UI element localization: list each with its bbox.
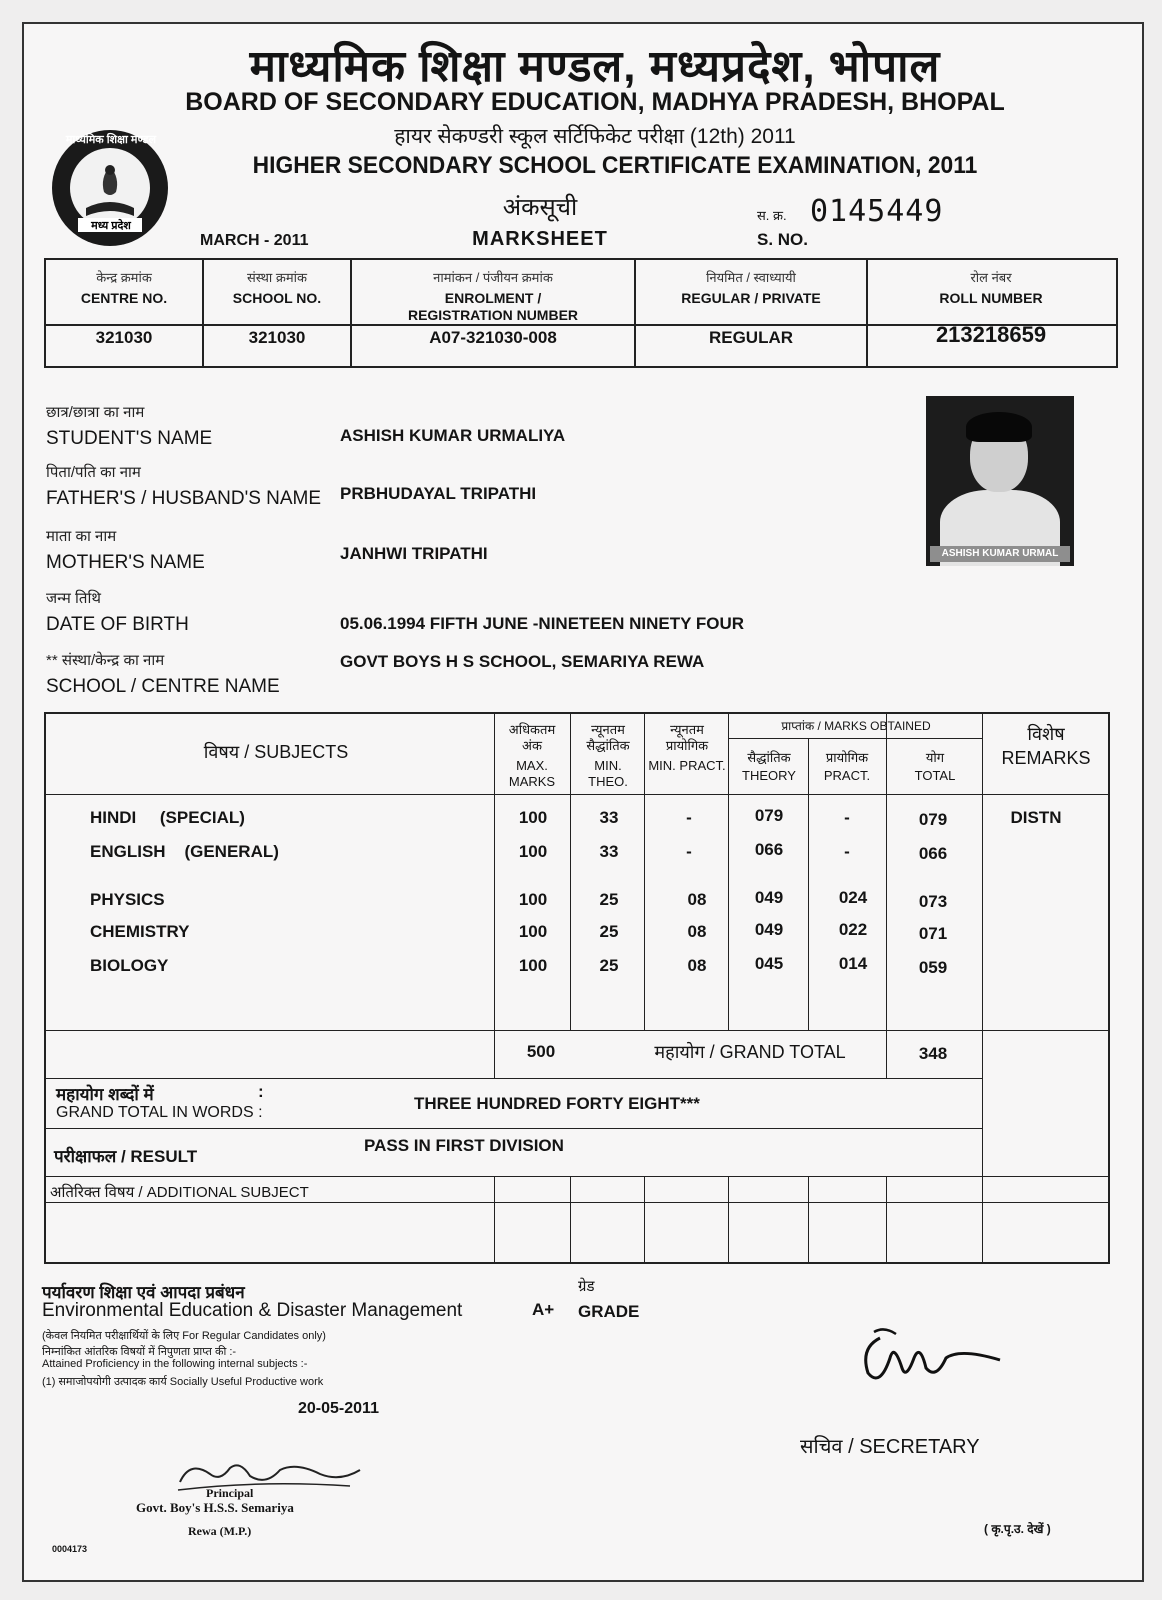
min-theory: 33: [599, 808, 619, 827]
col-line: [982, 714, 983, 1176]
subject-name: CHEMISTRY: [90, 922, 190, 941]
min-theory: 25: [599, 956, 619, 975]
exam-title-english: HIGHER SECONDARY SCHOOL CERTIFICATE EXAMINATION, 2011: [252, 152, 978, 179]
col-line: [644, 714, 645, 1030]
max-marks: 100: [518, 956, 548, 975]
max-marks: 100: [518, 808, 548, 827]
marks-table: [44, 712, 1110, 1264]
total-marks: 059: [918, 958, 948, 977]
min-theory-header-hindi: न्यूनतम सैद्धांतिक: [586, 722, 630, 753]
pract-marks: 014: [838, 954, 868, 973]
board-title-hindi: माध्यमिक शिक्षा मण्डल, मध्यप्रदेश, भोपाल: [249, 42, 941, 91]
remarks-header: REMARKS: [1001, 748, 1091, 768]
principal-signature: [170, 1452, 370, 1498]
theory-header-hindi: सैद्धांतिक: [747, 750, 791, 765]
col-line: [644, 1176, 645, 1262]
centre-no-label-hindi: केन्द्र क्रमांक: [96, 270, 152, 285]
result-label: परीक्षाफल / RESULT: [54, 1147, 198, 1166]
additional-subject-label: अतिरिक्त विषय / ADDITIONAL SUBJECT: [50, 1184, 309, 1201]
marksheet-title: MARKSHEET: [472, 228, 608, 250]
remarks-header-hindi: विशेष: [1027, 724, 1065, 744]
row-line: [46, 1030, 1108, 1031]
mother-name: JANHWI TRIPATHI: [340, 544, 488, 563]
regular-candidates-note: (केवल नियमित परीक्षार्थियों के लिए For Regular Candidates only): [42, 1330, 326, 1342]
total-header: TOTAL: [914, 768, 956, 783]
grade-value: A+: [532, 1300, 555, 1319]
issue-date: 20-05-2011: [298, 1400, 379, 1417]
subject-name: ENGLISH (GENERAL): [90, 842, 279, 861]
roll-number-cell: [868, 260, 1114, 366]
enrolment-label-hindi: नामांकन / पंजीयन क्रमांक: [433, 270, 553, 285]
date-of-birth: 05.06.1994 FIFTH JUNE -NINETEEN NINETY FOUR: [340, 614, 745, 633]
subject-name: BIOLOGY: [90, 956, 169, 975]
subject-name: PHYSICS: [90, 890, 165, 909]
col-line: [886, 1176, 887, 1262]
theory-marks: 079: [754, 806, 784, 825]
centre-no-cell: [46, 260, 204, 366]
env-education-label: Environmental Education & Disaster Management: [42, 1300, 463, 1321]
exam-title-hindi: हायर सेकण्डरी स्कूल सर्टिफिकेट परीक्षा (12th) 2011: [394, 125, 796, 148]
student-name-label-hindi: छात्र/छात्रा का नाम: [46, 404, 145, 421]
supw-subject: (1) समाजोपयोगी उत्पादक कार्य Socially Useful Productive work: [42, 1376, 324, 1388]
row-line: [46, 1202, 1108, 1203]
words-colon: :: [258, 1082, 264, 1101]
logo-bottom-text: मध्य प्रदेश: [91, 220, 131, 232]
roll-number-value: 213218659: [935, 322, 1047, 347]
grade-label-hindi: ग्रेड: [578, 1278, 595, 1295]
col-line: [494, 714, 495, 1078]
total-marks: 073: [918, 892, 948, 911]
father-name-label: FATHER'S / HUSBAND'S NAME: [46, 488, 322, 509]
min-theory-header: MIN. THEO.: [588, 758, 628, 789]
candidate-info-table: [44, 258, 1118, 368]
row-line: [46, 794, 1108, 795]
enrolment-value: A07-321030-008: [429, 328, 557, 347]
total-header-hindi: योग: [925, 750, 945, 765]
min-pract: 08: [687, 956, 707, 975]
print-serial: 0004173: [52, 1544, 88, 1554]
min-pract-header: MIN. PRACT.: [648, 758, 726, 773]
board-title-english: BOARD OF SECONDARY EDUCATION, MADHYA PRADESH, BHOPAL: [185, 88, 1005, 116]
roll-number-label-hindi: रोल नंबर: [970, 270, 1012, 285]
pract-marks: 022: [838, 920, 868, 939]
school-no-label-hindi: संस्था क्रमांक: [247, 270, 307, 285]
enrolment-cell: [352, 260, 636, 366]
proficiency-note: Attained Proficiency in the following internal subjects :-: [42, 1358, 308, 1370]
school-name: GOVT BOYS H S SCHOOL, SEMARIYA REWA: [340, 652, 705, 671]
theory-header: THEORY: [742, 768, 796, 783]
max-marks: 100: [518, 842, 548, 861]
serial-number: 0145449: [810, 194, 944, 229]
pract-marks: -: [844, 808, 850, 827]
session-label: MARCH - 2011: [200, 232, 309, 249]
min-pract: -: [686, 842, 692, 861]
pract-marks: 024: [838, 888, 868, 907]
mother-name-label: MOTHER'S NAME: [46, 552, 205, 573]
principal-stamp-place: Rewa (M.P.): [188, 1524, 252, 1538]
please-turn-over: ( कृ.पृ.उ. देखें ): [984, 1522, 1051, 1536]
photo-caption: ASHISH KUMAR URMAL: [930, 546, 1070, 562]
dob-label: DATE OF BIRTH: [46, 614, 189, 635]
theory-marks: 045: [754, 954, 784, 973]
row-line: [46, 1078, 982, 1079]
col-line: [728, 714, 729, 1030]
col-line: [570, 714, 571, 1030]
col-line: [570, 1176, 571, 1262]
max-marks-header-hindi: अधिकतम अंक: [508, 722, 556, 753]
env-education-label-hindi: पर्यावरण शिक्षा एवं आपदा प्रबंधन: [42, 1283, 245, 1302]
regular-private-value: REGULAR: [708, 328, 794, 347]
father-name: PRBHUDAYAL TRIPATHI: [340, 484, 537, 503]
student-name-label: STUDENT'S NAME: [46, 428, 213, 449]
centre-no-value: 321030: [95, 328, 153, 347]
school-no-cell: [204, 260, 352, 366]
subjects-header: विषय / SUBJECTS: [203, 742, 349, 762]
min-pract-header-hindi: न्यूनतम प्रायोगिक: [665, 722, 709, 753]
school-name-label-hindi: ** संस्था/केन्द्र का नाम: [46, 652, 165, 669]
principal-stamp-school: Govt. Boy's H.S.S. Semariya: [136, 1500, 294, 1515]
total-marks: 079: [918, 810, 948, 829]
min-pract: -: [686, 808, 692, 827]
total-marks: 071: [918, 924, 948, 943]
marks-obtained-header: प्राप्तांक / MARKS OBTAINED: [781, 719, 931, 733]
school-name-label: SCHOOL / CENTRE NAME: [46, 676, 280, 697]
theory-marks: 066: [754, 840, 784, 859]
col-line: [494, 1176, 495, 1262]
regular-private-label: REGULAR / PRIVATE: [681, 290, 821, 306]
theory-marks: 049: [754, 920, 784, 939]
row-line: [46, 1176, 1108, 1177]
row-line: [728, 738, 982, 739]
max-marks: 100: [518, 922, 548, 941]
words-label: GRAND TOTAL IN WORDS :: [56, 1104, 263, 1121]
words-label-hindi: महायोग शब्दों में: [56, 1085, 154, 1104]
enrolment-label: ENROLMENT / REGISTRATION NUMBER: [407, 290, 579, 323]
remarks: DISTN: [1010, 808, 1062, 827]
secretary-label: सचिव / SECRETARY: [800, 1436, 980, 1458]
father-name-label-hindi: पिता/पति का नाम: [46, 464, 141, 481]
grade-label: GRADE: [578, 1302, 640, 1321]
grand-total: 348: [918, 1044, 948, 1063]
min-pract: 08: [687, 922, 707, 941]
result-value: PASS IN FIRST DIVISION: [364, 1136, 564, 1155]
grand-total-max: 500: [526, 1042, 556, 1061]
min-theory: 33: [599, 842, 619, 861]
pract-header-hindi: प्रायोगिक: [825, 750, 869, 765]
school-no-label: SCHOOL NO.: [232, 290, 322, 306]
theory-marks: 049: [754, 888, 784, 907]
col-line: [808, 1176, 809, 1262]
serial-label-hindi: स. क्र.: [757, 208, 787, 223]
subject-name: HINDI (SPECIAL): [90, 808, 245, 827]
serial-label: S. NO.: [757, 230, 809, 249]
min-theory: 25: [599, 922, 619, 941]
dob-label-hindi: जन्म तिथि: [46, 590, 101, 607]
max-marks-header: MAX. MARKS: [508, 758, 556, 789]
student-name: ASHISH KUMAR URMALIYA: [340, 426, 566, 445]
student-photo: [926, 396, 1074, 566]
col-line: [982, 1176, 983, 1262]
col-line: [728, 1176, 729, 1262]
min-pract: 08: [687, 890, 707, 909]
principal-stamp-title: Principal: [206, 1486, 254, 1500]
centre-no-label: CENTRE NO.: [80, 290, 168, 306]
grand-total-label: महायोग / GRAND TOTAL: [654, 1042, 846, 1062]
roll-number-label: ROLL NUMBER: [939, 290, 1043, 306]
proficiency-note-hindi: निम्नांकित आंतरिक विषयों में निपुणता प्राप्त की :-: [42, 1346, 237, 1358]
max-marks: 100: [518, 890, 548, 909]
secretary-signature: [850, 1318, 1010, 1398]
grand-total-in-words: THREE HUNDRED FORTY EIGHT***: [414, 1094, 700, 1113]
marksheet-title-hindi: अंकसूची: [502, 194, 578, 221]
regular-private-cell: [636, 260, 868, 366]
row-line: [46, 1128, 982, 1129]
col-line: [808, 738, 809, 1030]
logo-top-text: माध्यमिक शिक्षा मण्डल: [65, 134, 157, 146]
min-theory: 25: [599, 890, 619, 909]
pract-header: PRACT.: [823, 768, 871, 783]
mother-name-label-hindi: माता का नाम: [46, 528, 117, 545]
school-no-value: 321030: [248, 328, 306, 347]
total-marks: 066: [918, 844, 948, 863]
pract-marks: -: [844, 842, 850, 861]
regular-private-label-hindi: नियमित / स्वाध्यायी: [706, 270, 796, 285]
photo-hair: [966, 412, 1032, 442]
